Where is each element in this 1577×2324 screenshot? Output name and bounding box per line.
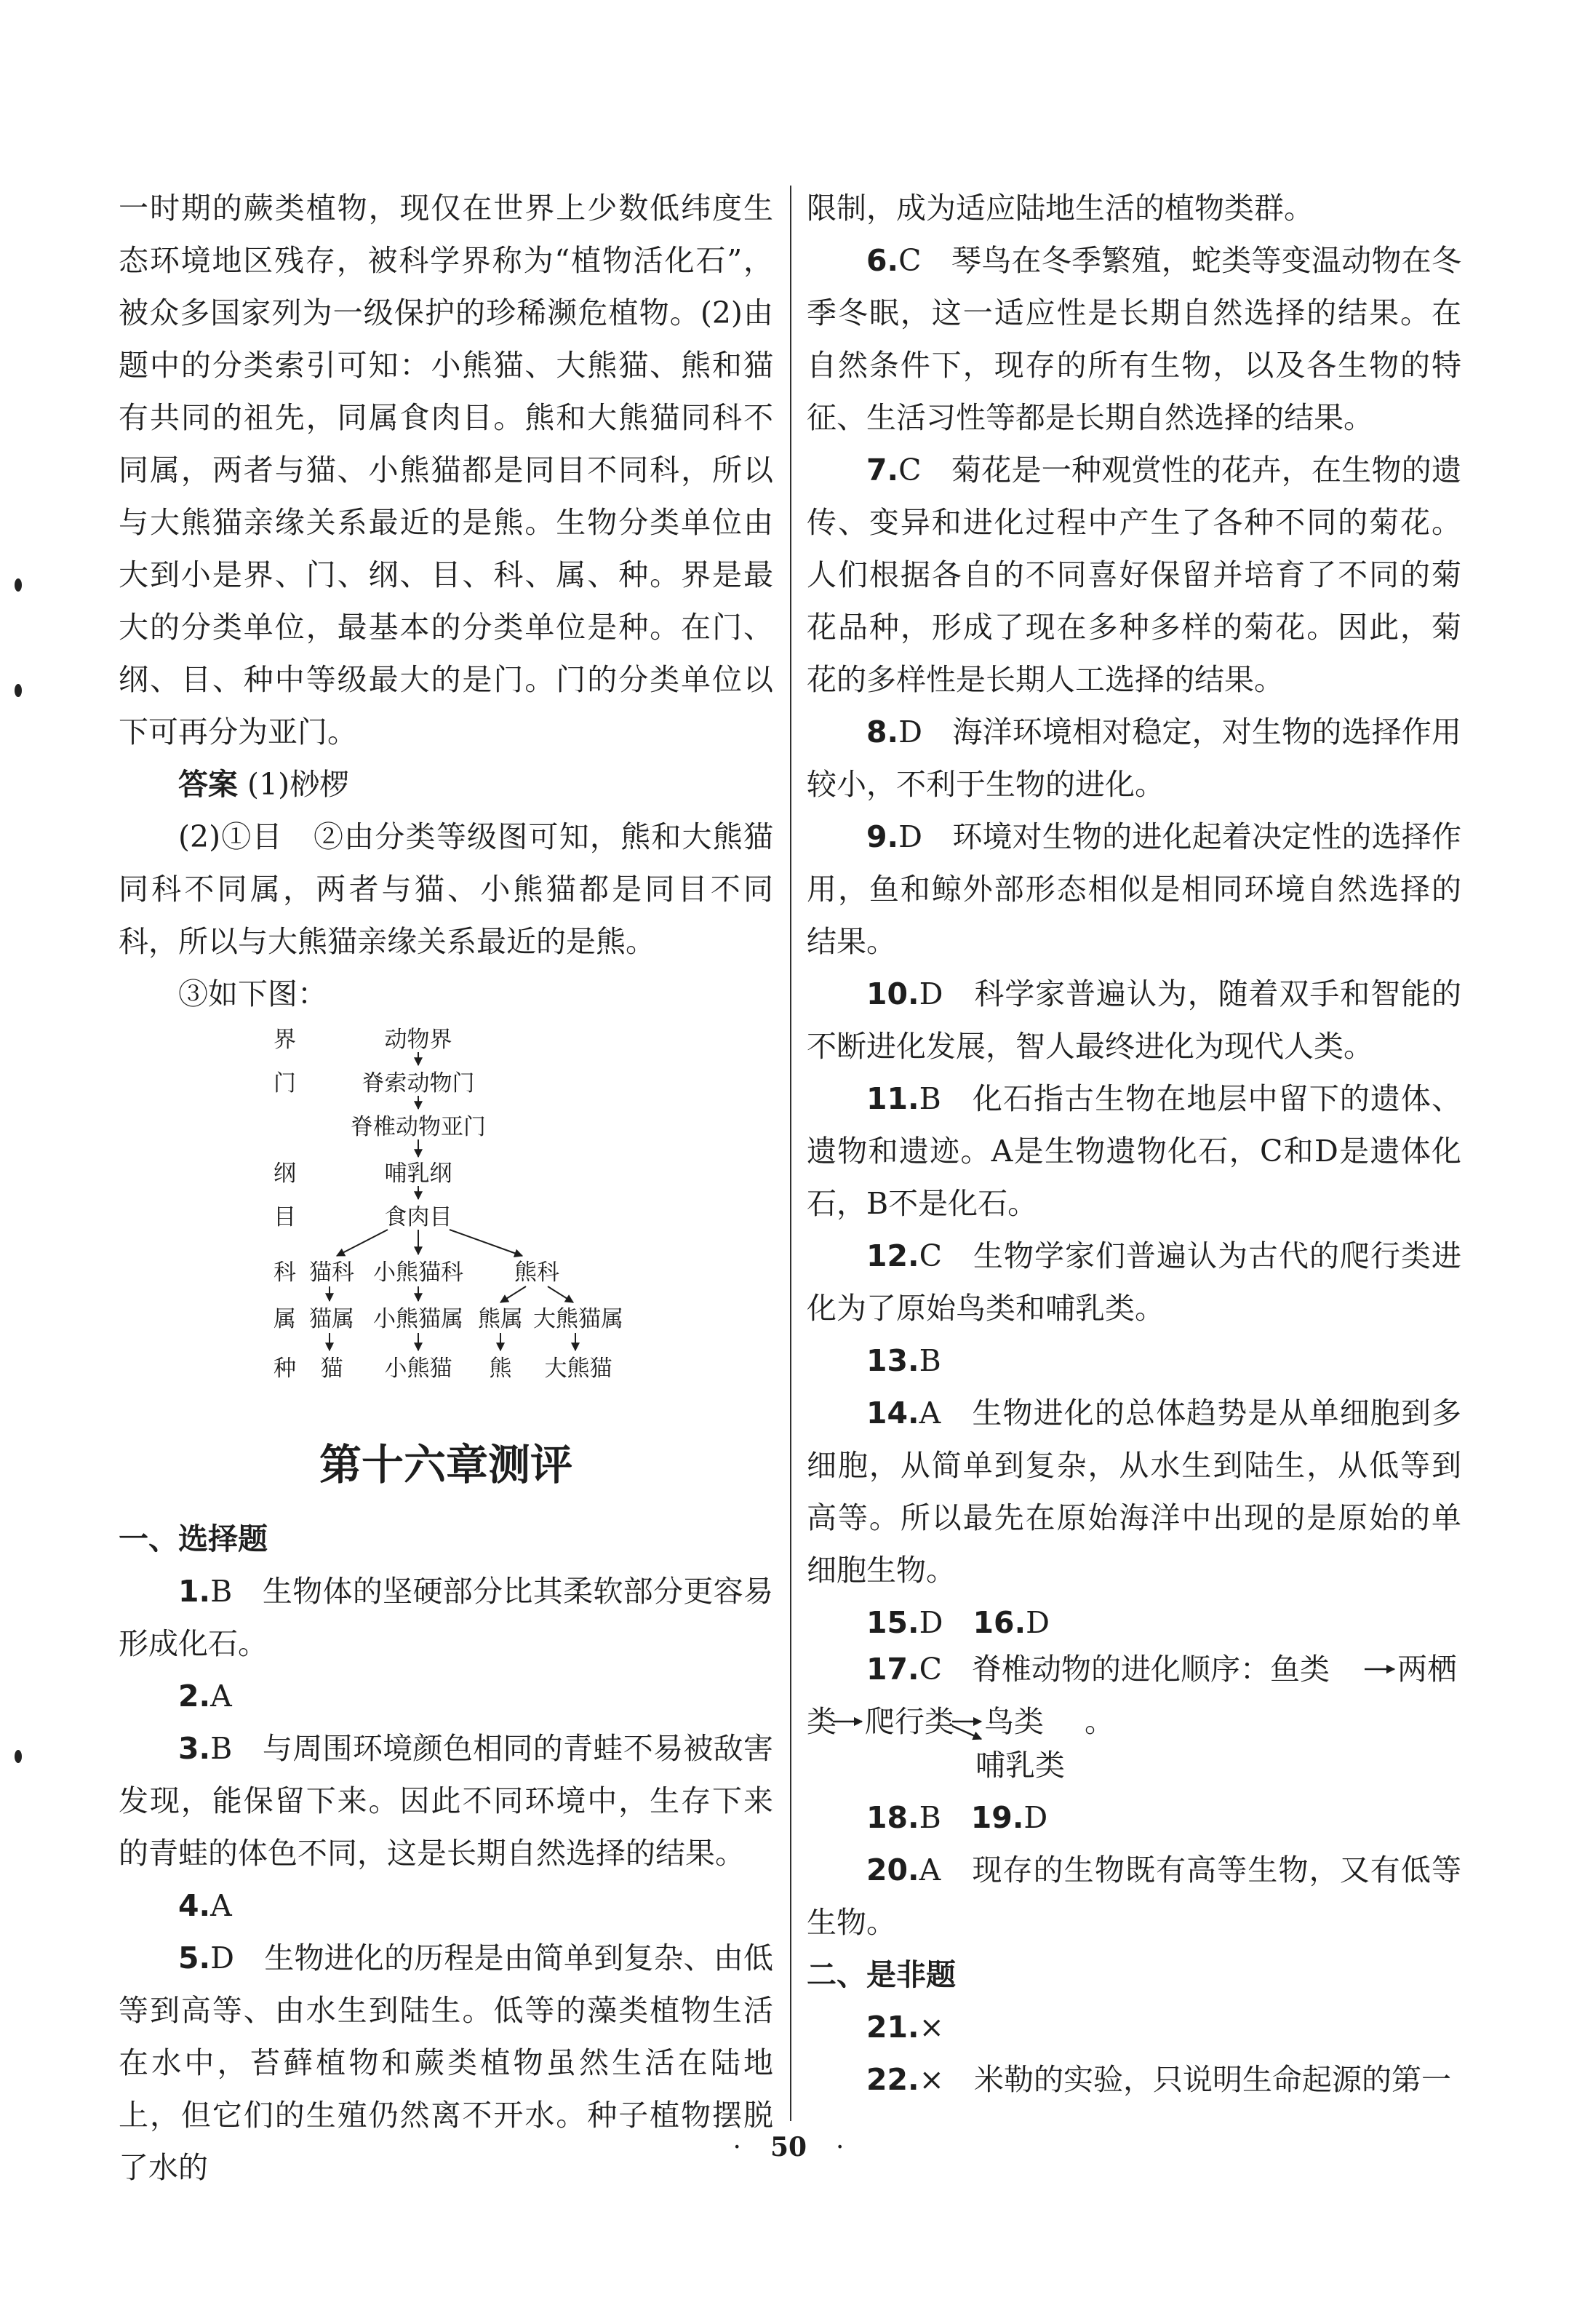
answer-item: 20.A 现存的生物既有高等生物，又有低等生物。: [807, 1853, 1461, 1940]
tree-node-kingdom: 动物界: [384, 1027, 452, 1053]
vertebrate-evolution-item: [807, 1649, 1461, 1745]
tree-node-genus: 猫属: [309, 1306, 354, 1332]
answer-item: 3.B 与周围环境颜色相同的青蛙不易被敌害发现，能保留下来。因此不同环境中，生存下来的青蛙的体色不同，这是长期自然选择的结果。: [119, 1731, 773, 1871]
tree-node-species: 猫: [320, 1356, 343, 1382]
answer-item: 22.× 米勒的实验，只说明生命起源的第一: [866, 2062, 1451, 2097]
tree-node-family: 熊科: [514, 1260, 559, 1286]
rank-label: 门: [274, 1070, 296, 1097]
tree-node-genus: 熊属: [478, 1306, 523, 1332]
answer-item: 2.A: [178, 1679, 232, 1714]
answer-item: 4.A: [178, 1888, 232, 1923]
answer-item: 11.B 化石指古生物在地层中留下的遗体、遗物和遗迹。A是生物遗物化石，C和D是遗体化石，B不是化石。: [807, 1081, 1461, 1221]
tree-edge: [500, 1286, 526, 1302]
tree-edge: [450, 1230, 522, 1256]
rank-label: 界: [274, 1027, 296, 1053]
answer-paragraph-2: (2)①目 ②由分类等级图可知，熊和大熊猫同科不同属，两者与猫、小熊猫都是同目不同科，所以与大熊猫亲缘关系最近的是熊。: [119, 819, 773, 959]
answer-label: 答案: [178, 767, 238, 802]
tree-edge: [337, 1230, 388, 1256]
answer-item: 12.C 生物学家们普遍认为古代的爬行类进化为了原始鸟类和哺乳类。: [807, 1238, 1461, 1326]
answer-item: 9.D 环境对生物的进化起着决定性的选择作用，鱼和鲸外部形态相似是相同环境自然选择的结果。: [807, 819, 1461, 959]
answer-line: [119, 758, 773, 811]
rank-label: 科: [274, 1260, 296, 1286]
footer-dot: ·: [732, 2133, 741, 2162]
q17-text: 17.C 脊椎动物的进化顺序：鱼类: [866, 1652, 1330, 1687]
tree-node-phylum: 脊索动物门: [362, 1070, 475, 1097]
tree-node-class: 哺乳纲: [384, 1161, 452, 1187]
evolution-arrow: [952, 1726, 981, 1739]
answer-item: 8.D 海洋环境相对稳定，对生物的选择作用较小，不利于生物的进化。: [807, 715, 1461, 802]
answer-item: 5.D 生物进化的历程是由简单到复杂、由低等到高等、由水生到陆生。低等的藻类植物生活在水中，苔藓植物和蕨类植物虽然生活在陆地上，但它们的生殖仍然离不开水。种子植物摆脱了水的: [119, 1941, 773, 2185]
right-column: [807, 182, 1461, 2106]
answer-item: 1.B 生物体的坚硬部分比其柔软部分更容易形成化石。: [119, 1574, 773, 1661]
section-heading: 二、是非题: [807, 1957, 956, 1992]
page-number: 50: [770, 2132, 807, 2162]
answer-item: 6.C 琴鸟在冬季繁殖，蛇类等变温动物在冬季冬眠，这一适应性是长期自然选择的结果。在自然条件下，现存的所有生物，以及各生物的特征、生活习性等都是长期自然选择的结果。: [807, 243, 1461, 435]
rank-label: 纲: [274, 1161, 296, 1187]
answer-item: 13.B: [866, 1343, 941, 1378]
evo-node: 哺乳类: [975, 1748, 1065, 1783]
left-column: [119, 182, 773, 2194]
answer-text: (1)桫椤: [247, 767, 350, 802]
tree-node-family: 猫科: [309, 1260, 354, 1286]
evo-node: 爬行类: [865, 1704, 954, 1739]
tree-node-genus: 大熊猫属: [533, 1306, 623, 1332]
answer-item: 10.D 科学家普遍认为，随着双手和智能的不断进化发展，智人最终进化为现代人类。: [807, 976, 1461, 1064]
tree-node-genus: 小熊猫属: [373, 1306, 463, 1332]
rank-label: 种: [274, 1356, 296, 1382]
answer-item: 18.B 19.D: [866, 1800, 1048, 1835]
tree-node-species: 熊: [489, 1356, 512, 1382]
tree-node-order: 食肉目: [384, 1204, 452, 1230]
binding-mark: [15, 684, 22, 697]
classification-tree-diagram: [119, 1024, 773, 1421]
explanation-paragraph: 一时期的蕨类植物，现仅在世界上少数低纬度生态环境地区残存，被科学界称为“植物活化石”，被众多国家列为一级保护的珍稀濒危植物。(2)由题中的分类索引可知：小熊猫、大熊猫、熊和猫有共同的祖先，同属食肉目。熊和大熊猫同科不同属，两者与猫、小熊猫都是同目不同科，所以与大熊猫亲缘关系最近的是熊。生物分类单位由大到小是界、门、纲、目、科、属、种。界是最大的分类单位，最基本的分类单位是种。在门、纲、目、种中等级最大的是门。门的分类单位以下可再分为亚门。: [119, 191, 773, 749]
evo-node: 两栖: [1397, 1652, 1457, 1687]
answer-paragraph-3: ③如下图：: [178, 976, 327, 1011]
tree-node-species: 小熊猫: [384, 1356, 452, 1382]
answer-item: 14.A 生物进化的总体趋势是从单细胞到多细胞，从简单到复杂，从水生到陆生，从低等到高等。所以最先在原始海洋中出现的是原始的单细胞生物。: [807, 1396, 1461, 1588]
evo-node: 类: [807, 1704, 837, 1739]
answer-item: 15.D 16.D: [866, 1605, 1050, 1640]
footer-dot: ·: [836, 2133, 845, 2162]
chapter-title: 第十六章测评: [319, 1440, 572, 1489]
evo-node: 。: [1085, 1704, 1114, 1739]
page-footer: [0, 2132, 1577, 2162]
continued-text: 限制，成为适应陆地生活的植物类群。: [807, 191, 1314, 226]
answer-item: 21.×: [866, 2010, 944, 2045]
section-heading: 一、选择题: [119, 1521, 268, 1556]
binding-mark: [15, 1750, 22, 1763]
tree-edge: [548, 1286, 573, 1302]
tree-node-species: 大熊猫: [544, 1356, 612, 1382]
evo-node: 鸟类: [984, 1704, 1044, 1739]
column-divider: [790, 186, 791, 2121]
tree-node-family: 小熊猫科: [373, 1260, 463, 1286]
answer-item: 7.C 菊花是一种观赏性的花卉，在生物的遗传、变异和进化过程中产生了各种不同的菊花。人们根据各自的不同喜好保留并培育了不同的菊花品种，形成了现在多种多样的菊花。因此，菊花的多样性是长期人工选择的结果。: [807, 453, 1461, 697]
rank-label: 目: [274, 1204, 296, 1230]
rank-label: 属: [274, 1306, 296, 1332]
binding-mark: [15, 578, 22, 592]
tree-node-subphylum: 脊椎动物亚门: [351, 1114, 486, 1140]
